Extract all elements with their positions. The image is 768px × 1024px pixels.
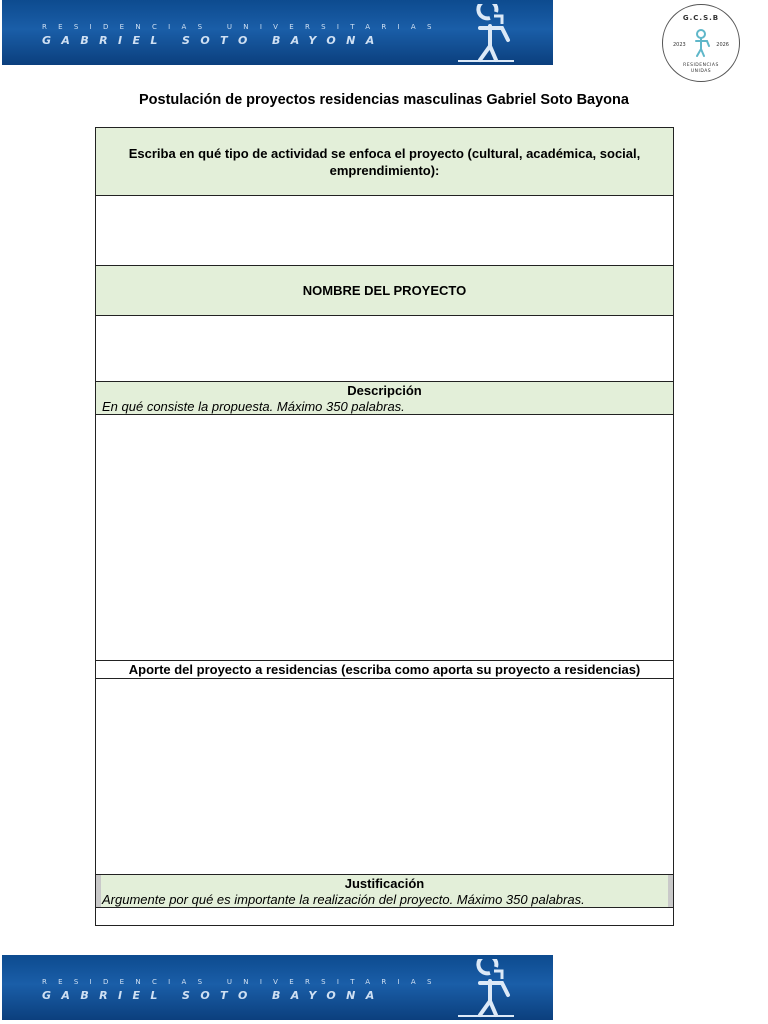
justification-left-bar [96,875,101,907]
footer-banner [2,955,553,1020]
header-banner [2,0,553,65]
project-name-header: NOMBRE DEL PROYECTO [96,266,673,316]
contribution-field[interactable] [96,679,673,875]
activity-type-field[interactable] [96,196,673,266]
footer-banner-line-name: GABRIEL SOTO BAYONA [42,989,385,1002]
justification-header [96,875,673,908]
seal-year-left: 2023 [673,42,686,48]
page-title: Postulación de proyectos residencias masculinas Gabriel Soto Bayona [139,92,629,108]
activity-type-header: Escriba en qué tipo de actividad se enfoca el proyecto (cultural, académica, social, emprendimiento): [96,128,673,196]
project-name-field[interactable] [96,316,673,382]
contribution-header: Aporte del proyecto a residencias (escriba como aporta su proyecto a residencias) [96,661,673,679]
seal-top-text: G.C.S.B [682,14,720,22]
seal-bottom-line-2: UNIDAS [690,69,712,74]
justification-hint: Argumente por qué es importante la realización del proyecto. Máximo 350 palabras. [102,892,585,907]
seal-bottom-text [663,63,739,75]
seal-bottom-line-1: RESIDENCIAS [683,63,719,68]
banner-line-residencias: RESIDENCIAS UNIVERSITARIAS [42,23,443,31]
banner-line-name: GABRIEL SOTO BAYONA [42,34,385,47]
gsb-figure-logo-icon [450,4,522,64]
description-label: Descripción [347,383,422,398]
seal-figure-icon [691,29,711,57]
footer-banner-line-residencias: RESIDENCIAS UNIVERSITARIAS [42,978,443,986]
description-field[interactable] [96,415,673,661]
seal-year-right: 2026 [716,42,729,48]
justification-right-bar [668,875,673,907]
justification-field[interactable] [96,908,673,925]
footer-gsb-figure-logo-icon [450,959,522,1019]
description-header [96,382,673,415]
description-hint: En qué consiste la propuesta. Máximo 350 palabras. [102,399,405,414]
residencias-seal [662,4,740,82]
project-application-form [95,127,674,926]
justification-label: Justificación [344,876,425,891]
